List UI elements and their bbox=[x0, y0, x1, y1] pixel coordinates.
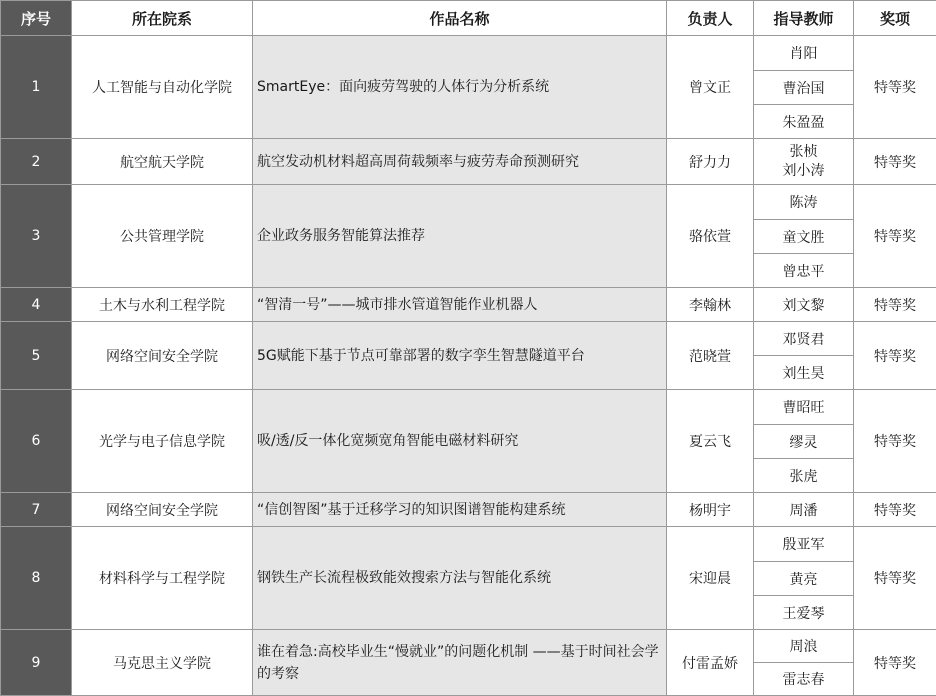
row-lead: 付雷孟娇 bbox=[667, 630, 754, 696]
table-row bbox=[1, 288, 936, 322]
row-advisors bbox=[754, 322, 854, 390]
row-title: 钢铁生产长流程极致能效搜索方法与智能化系统 bbox=[253, 527, 667, 630]
advisor-name: 刘生昊 bbox=[754, 355, 853, 389]
header-dept: 所在院系 bbox=[72, 1, 253, 36]
row-lead: 骆依萱 bbox=[667, 185, 754, 288]
row-dept: 网络空间安全学院 bbox=[72, 322, 253, 390]
advisor-name: 缪灵 bbox=[754, 424, 853, 458]
row-award: 特等奖 bbox=[854, 139, 936, 185]
header-title: 作品名称 bbox=[253, 1, 667, 36]
row-award: 特等奖 bbox=[854, 527, 936, 630]
table-row bbox=[1, 527, 936, 630]
row-advisors bbox=[754, 630, 854, 696]
row-award: 特等奖 bbox=[854, 630, 936, 696]
row-dept: 土木与水利工程学院 bbox=[72, 288, 253, 322]
row-seq: 1 bbox=[1, 36, 72, 139]
row-title: SmartEye：面向疲劳驾驶的人体行为分析系统 bbox=[253, 36, 667, 139]
row-award: 特等奖 bbox=[854, 493, 936, 527]
row-lead: 范晓萱 bbox=[667, 322, 754, 390]
header-advisor: 指导教师 bbox=[754, 1, 854, 36]
table-row bbox=[1, 493, 936, 527]
row-lead: 杨明宇 bbox=[667, 493, 754, 527]
row-seq: 6 bbox=[1, 390, 72, 493]
header-row bbox=[1, 1, 936, 36]
header-seq: 序号 bbox=[1, 1, 72, 36]
row-advisors bbox=[754, 36, 854, 139]
row-seq: 9 bbox=[1, 630, 72, 696]
row-title: 吸/透/反一体化宽频宽角智能电磁材料研究 bbox=[253, 390, 667, 493]
table-row bbox=[1, 139, 936, 185]
advisor-name: 王爱琴 bbox=[754, 595, 853, 629]
row-award: 特等奖 bbox=[854, 185, 936, 288]
row-lead: 舒力力 bbox=[667, 139, 754, 185]
row-title: 谁在着急:高校毕业生“慢就业”的问题化机制 ——基于时间社会学的考察 bbox=[253, 630, 667, 696]
table-row bbox=[1, 185, 936, 288]
row-title: 5G赋能下基于节点可靠部署的数字孪生智慧隧道平台 bbox=[253, 322, 667, 390]
row-seq: 4 bbox=[1, 288, 72, 322]
row-advisors bbox=[754, 139, 854, 185]
row-dept: 网络空间安全学院 bbox=[72, 493, 253, 527]
row-lead: 曾文正 bbox=[667, 36, 754, 139]
row-advisors bbox=[754, 527, 854, 630]
row-title: 航空发动机材料超高周荷载频率与疲劳寿命预测研究 bbox=[253, 139, 667, 185]
row-advisors bbox=[754, 390, 854, 493]
row-dept: 公共管理学院 bbox=[72, 185, 253, 288]
advisor-name: 雷志春 bbox=[754, 662, 853, 695]
row-award: 特等奖 bbox=[854, 288, 936, 322]
row-dept: 光学与电子信息学院 bbox=[72, 390, 253, 493]
row-seq: 8 bbox=[1, 527, 72, 630]
row-award: 特等奖 bbox=[854, 322, 936, 390]
row-lead: 宋迎晨 bbox=[667, 527, 754, 630]
advisor-name: 曾忠平 bbox=[754, 253, 853, 287]
advisor-name: 肖阳 bbox=[754, 36, 853, 70]
advisor-name: 张虎 bbox=[754, 458, 853, 492]
header-award: 奖项 bbox=[854, 1, 936, 36]
advisor-name: 邓贤君 bbox=[754, 322, 853, 355]
table-row bbox=[1, 322, 936, 390]
row-seq: 3 bbox=[1, 185, 72, 288]
row-advisors bbox=[754, 185, 854, 288]
advisor-name: 刘文黎 bbox=[754, 288, 854, 322]
row-seq: 2 bbox=[1, 139, 72, 185]
header-lead: 负责人 bbox=[667, 1, 754, 36]
row-dept: 航空航天学院 bbox=[72, 139, 253, 185]
advisor-name: 曹治国 bbox=[754, 70, 853, 104]
advisor-name: 陈涛 bbox=[754, 185, 853, 219]
row-dept: 人工智能与自动化学院 bbox=[72, 36, 253, 139]
row-title: “智清一号”——城市排水管道智能作业机器人 bbox=[253, 288, 667, 322]
row-seq: 7 bbox=[1, 493, 72, 527]
row-lead: 李翰林 bbox=[667, 288, 754, 322]
advisor-name: 周潘 bbox=[754, 493, 854, 527]
row-dept: 马克思主义学院 bbox=[72, 630, 253, 696]
row-title: “信创智图”基于迁移学习的知识图谱智能构建系统 bbox=[253, 493, 667, 527]
table-row bbox=[1, 36, 936, 139]
row-seq: 5 bbox=[1, 322, 72, 390]
row-title: 企业政务服务智能算法推荐 bbox=[253, 185, 667, 288]
row-dept: 材料科学与工程学院 bbox=[72, 527, 253, 630]
advisor-name: 刘小涛 bbox=[783, 162, 825, 181]
advisor-name: 周浪 bbox=[754, 630, 853, 662]
table-row bbox=[1, 390, 936, 493]
advisor-name: 曹昭旺 bbox=[754, 390, 853, 424]
advisor-name: 童文胜 bbox=[754, 219, 853, 253]
advisor-name: 朱盈盈 bbox=[754, 104, 853, 138]
row-lead: 夏云飞 bbox=[667, 390, 754, 493]
advisor-name: 殷亚军 bbox=[754, 527, 853, 561]
advisor-name: 张桢 bbox=[790, 143, 818, 162]
row-award: 特等奖 bbox=[854, 36, 936, 139]
advisor-name: 黄亮 bbox=[754, 561, 853, 595]
table-row bbox=[1, 630, 936, 696]
row-award: 特等奖 bbox=[854, 390, 936, 493]
